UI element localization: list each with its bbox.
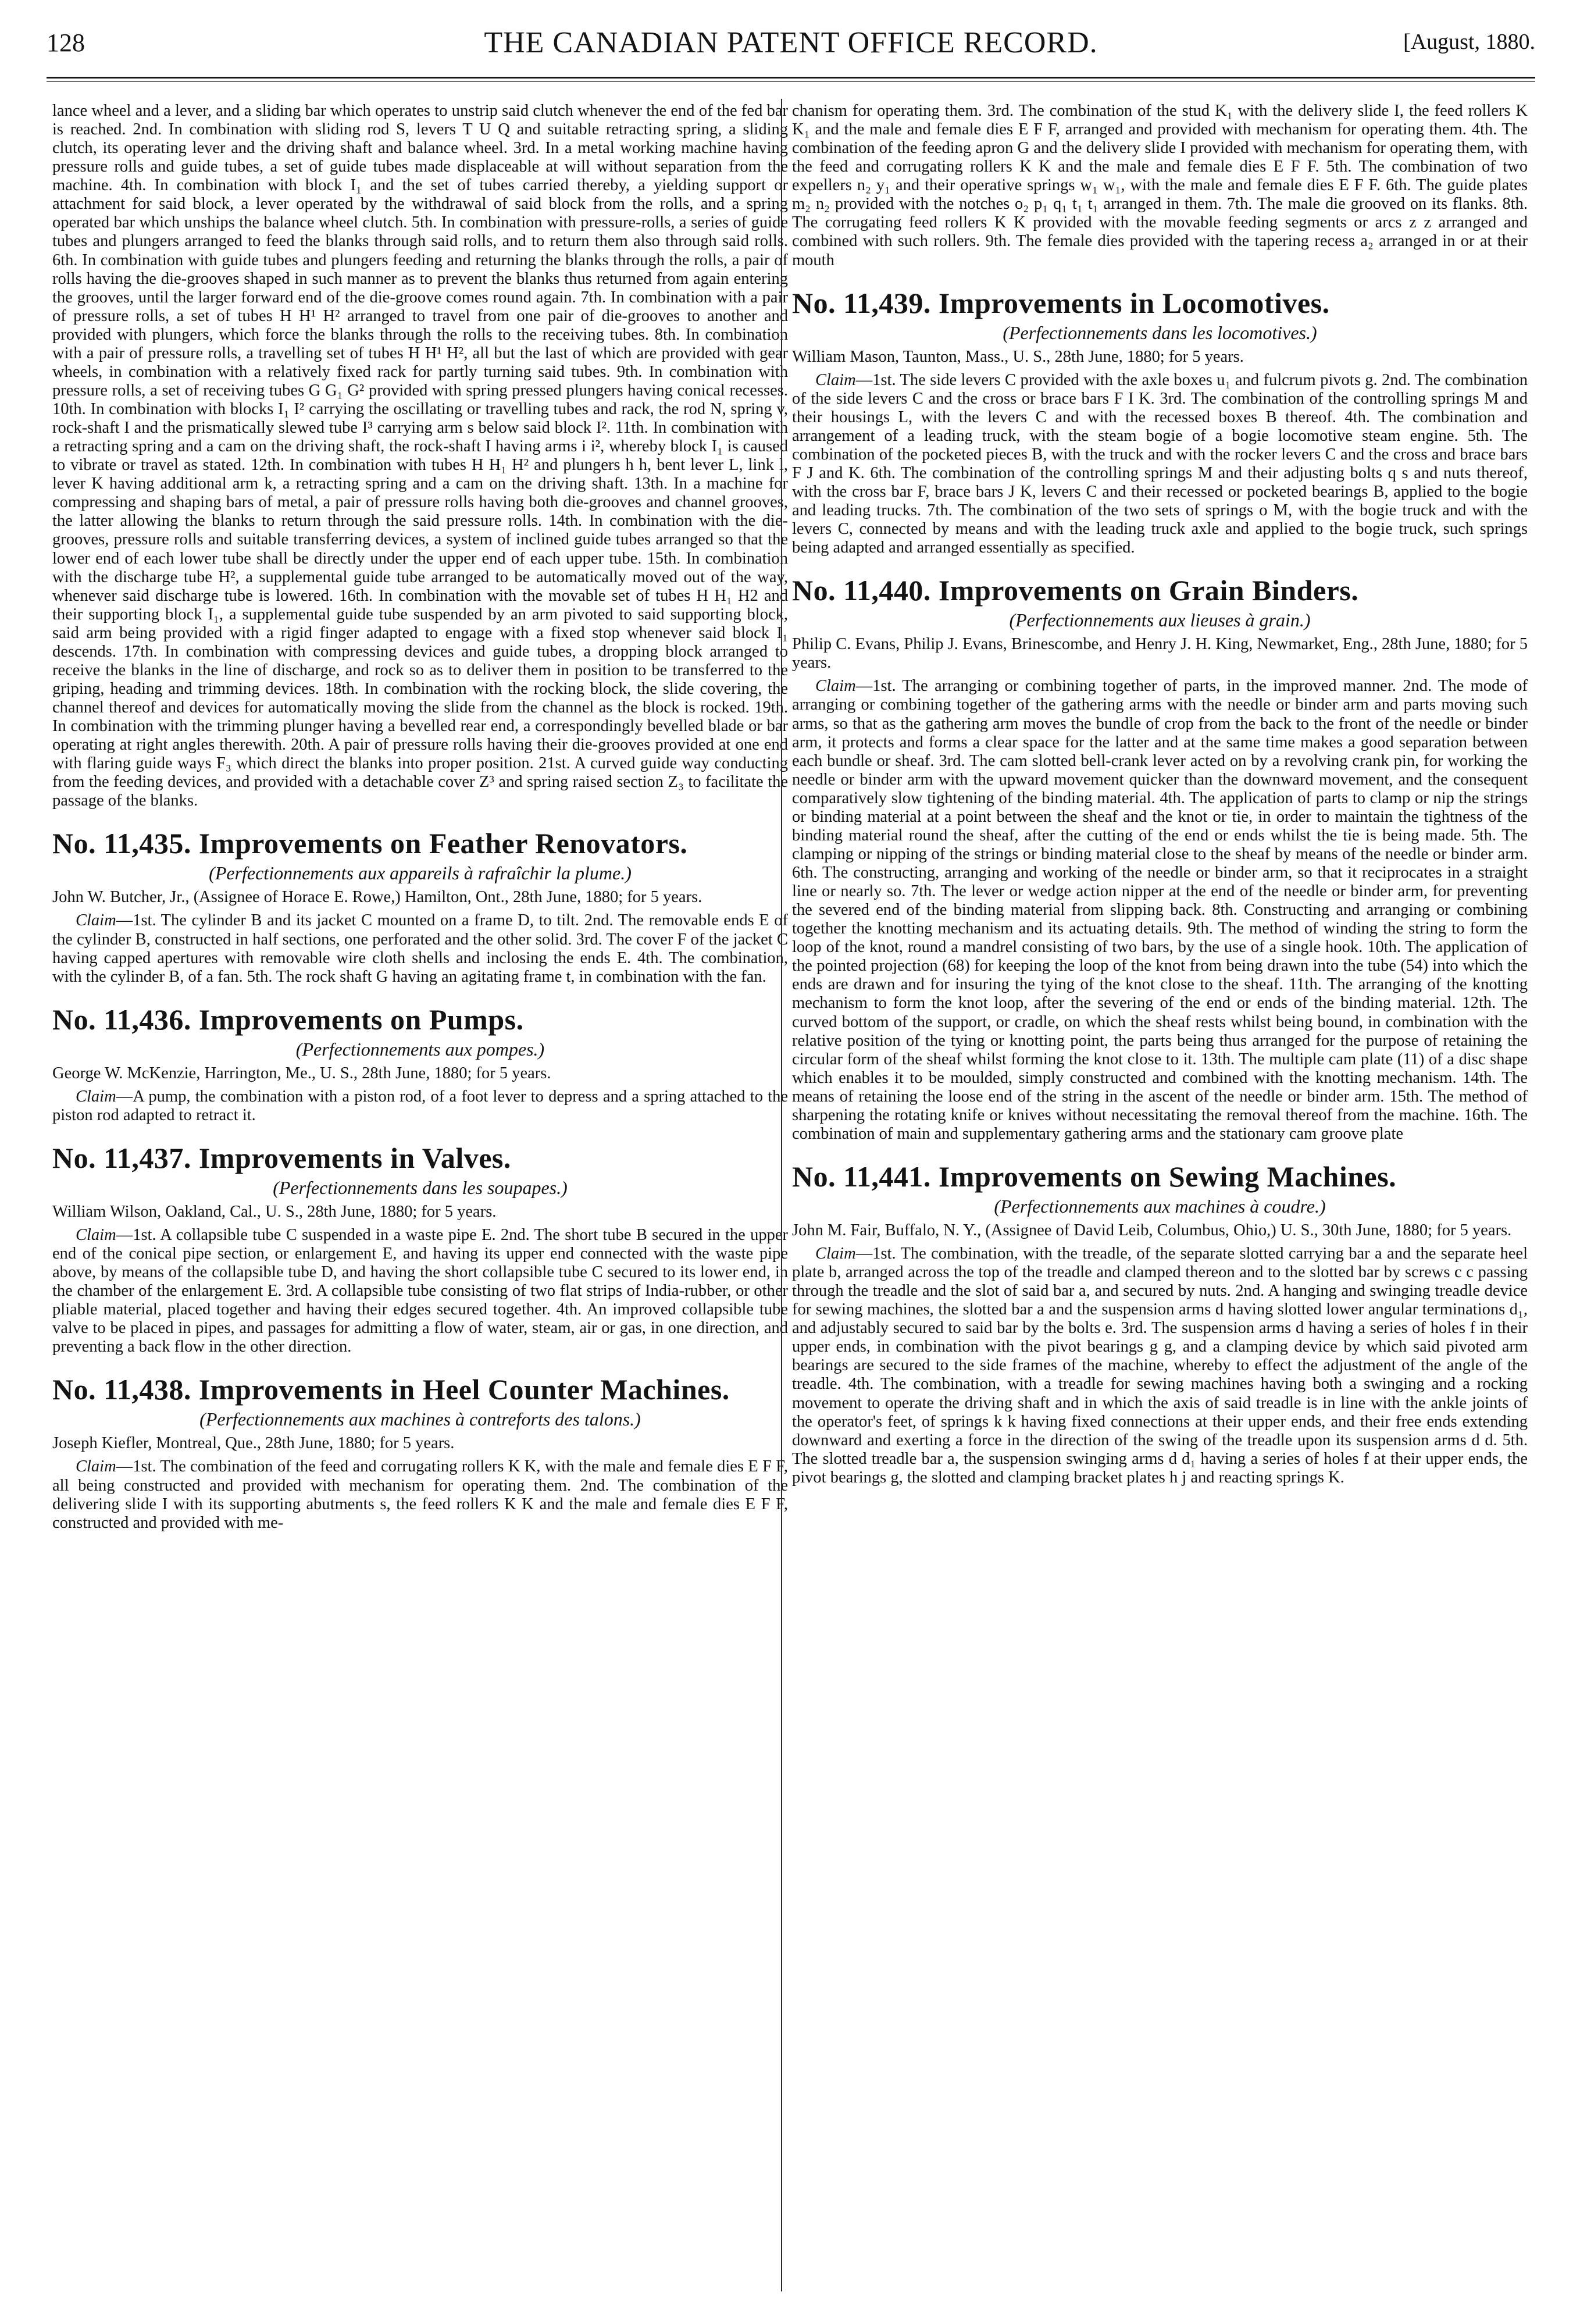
claims-label: Claim bbox=[76, 1225, 116, 1244]
continued-claims-text: lance wheel and a lever, and a sliding bar which operates to unstrip said clutch whenever the end of the fed bar is reached. 2nd. In combination with sliding rod S, levers T U Q and suitable retracting spring, a sliding clutch, its operating lever and the driving shaft and balance wheel. 3rd. In a metal working machine having pressure rolls and guide tubes, a set of guide tubes made displaceable at will without separation from the machine. 4th. In combination with block I₁ and the set of tubes carried thereby, a yielding support or attachment for said block, a lever operated by the withdrawal of said block from the rolls, and a spring operated bar which unships the balance wheel clutch. 5th. In combination with pressure-rolls, a series of guide tubes and plungers arranged to feed the blanks through said rolls, and to return them also through said rolls. 6th. In combination with guide tubes and plungers feeding and returning the blanks through the rolls, a pair of rolls having the die-grooves shaped in such manner as to prevent the blanks thus returned from again entering the grooves, until the larger forward end of the die-groove comes round again. 7th. In combination with a pair of pressure rolls, a set of tubes H H¹ H² arranged to travel from one pair of die-grooves to another and provided with plungers, which force the blanks through the rolls to the receiving tubes. 8th. In combination with a pair of pressure rolls, a travelling set of tubes H H¹ H², all but the last of which are provided with gear wheels, in combination with a relatively fixed rack for partly turning said tubes. 9th. In combination with pressure rolls, a set of receiving tubes G G₁ G² provided with spring pressed plungers having conical recesses. 10th. In combination with blocks I₁ I² carrying the oscillating or travelling tubes and rack, the rod N, spring v, rock-shaft I and the prismatically slewed tube I³ carrying arm s below said block I². 11th. In combination with a retracting spring and a cam on the driving shaft, the rock-shaft I having arms i i², whereby block I₁ is caused to vibrate or travel as stated. 12th. In combination with tubes H H₁ H² and plungers h h, bent lever L, link l, lever K having additional arm k, a retracting spring and a cam on the driving shaft. 13th. In a machine for compressing and shaping bars of metal, a pair of pressure rolls having both die-grooves and channel grooves, the latter allowing the blanks to return through the said pressure rolls. 14th. In combination with the die-grooves, pressure rolls and suitable transferring devices, a system of inclined guide tubes arranged so that the lower end of each lower tube shall be directly under the upper end of each upper tube. 15th. In combination with the discharge tube H², a supplemental guide tube arranged to be automatically moved out of the way, whenever said discharge tube is lowered. 16th. In combination with the movable set of tubes H H₁ H2 and their supporting block I₁, a supplemental guide tube suspended by an arm pivoted to said supporting block, said arm being provided with a rigid finger adapted to engage with a fixed stop whenever said block I₁ descends. 17th. In combination with compressing devices and guide tubes, a dropping block arranged to receive the blanks in the line of discharge, and rock so as to deliver them in position to be transferred to the griping, heading and trimming devices. 18th. In combination with the rocking block, the slide covering, the channel thereof and devices for automatically moving the slide from the channel as the block is rocked. 19th. In combination with the trimming plunger having a bevelled rear end, a correspondingly bevelled blade or bar operating at right angles therewith. 20th. A pair of pressure rolls having their die-grooves provided at one end with flaring guide ways F₃ which direct the blanks into proper position. 21st. A curved guide way conducting from the feeding devices, and provided with a detachable cover Z³ and spring raised section Z₃ to facilitate the passage of the blanks. bbox=[52, 102, 788, 810]
patent-french-title: (Perfectionnements aux machines à contreforts des talons.) bbox=[199, 1409, 641, 1430]
continued-claims-text: chanism for operating them. 3rd. The combination of the stud K₁ with the delivery slide I, the feed rollers K K₁ and the male and female dies E F F, arranged and provided with mechanism for operating them. 4th. The combination of the feeding apron G and the delivery slide I provided with mechanism for operating them, with the feed and corrugating rollers K K and the male and female dies E F F. 5th. The combination of two expellers n₂ y₁ and their operative springs w₁ w₁, with the male and female dies E F F. 6th. The guide plates m₂ n₂ provided with the notches o₂ p₁ q₁ t₁ t₁ arranged in them. 7th. The male die grooved on its flanks. 8th. The corrugating feed rollers K K provided with the movable feeding segments or arcs z z arranged and combined with such rollers. 9th. The female dies provided with the tapering recess a₂ arranged in or at their mouth bbox=[792, 102, 1528, 269]
patent-claims bbox=[792, 1245, 1528, 1487]
patent-french-title: (Perfectionnements dans les locomotives.) bbox=[1003, 322, 1317, 343]
patent-claims bbox=[792, 371, 1528, 558]
claims-label: Claim bbox=[76, 1457, 116, 1476]
patent-heading: No. 11,435. Improvements on Feather Renovators. bbox=[52, 827, 688, 860]
claims-text: —A pump, the combination with a piston rod, of a foot lever to depress and a spring attached to the piston rod adapted to retract it. bbox=[52, 1087, 788, 1124]
left-column bbox=[52, 102, 788, 2289]
patent-applicant: William Wilson, Oakland, Cal., U. S., 28th June, 1880; for 5 years. bbox=[52, 1202, 497, 1221]
claims-text: —1st. The combination of the feed and corrugating rollers K K, with the male and female dies E F F, all being constructed and provided with mechanism for operating them. 2nd. The combination of the delivering slide I with its supporting abutments s, the feed rollers K K and the male and female dies E F F, constructed and provided with me- bbox=[52, 1457, 788, 1532]
patent-claims bbox=[52, 1457, 788, 1532]
patent-claims bbox=[52, 911, 788, 986]
claims-label: Claim bbox=[815, 677, 856, 696]
column-divider bbox=[781, 99, 782, 2291]
patent-entry-11435 bbox=[52, 828, 788, 986]
patent-french-title: (Perfectionnements aux lieuses à grain.) bbox=[1009, 609, 1311, 631]
patent-french-title: (Perfectionnements dans les soupapes.) bbox=[273, 1177, 568, 1198]
patent-applicant: John M. Fair, Buffalo, N. Y., (Assignee of David Leib, Columbus, Ohio,) U. S., 30th June, 1880; for 5 years. bbox=[792, 1221, 1512, 1239]
header-rule-thin bbox=[47, 81, 1535, 82]
claims-label: Claim bbox=[815, 370, 856, 389]
patent-french-title: (Perfectionnements aux machines à coudre.) bbox=[994, 1195, 1326, 1217]
patent-heading: No. 11,439. Improvements in Locomotives. bbox=[792, 286, 1330, 319]
patent-applicant: Joseph Kiefler, Montreal, Que., 28th June, 1880; for 5 years. bbox=[52, 1434, 455, 1453]
claims-label: Claim bbox=[76, 1087, 116, 1106]
patent-heading: No. 11,440. Improvements on Grain Binders. bbox=[792, 574, 1359, 607]
patent-applicant: John W. Butcher, Jr., (Assignee of Horace E. Rowe,) Hamilton, Ont., 28th June, 1880; for 5 years. bbox=[52, 888, 702, 907]
patent-entry-11437 bbox=[52, 1142, 788, 1357]
page-header bbox=[47, 23, 1535, 70]
claims-text: —1st. The arranging or combining together of parts, in the improved manner. 2nd. The mode of arranging or combining together of the gathering arms with the needle or binder arm and parts moving such arms, so that as the gathering arm moves the bundle of crop from the back to the front of the needle or binder arm, it protects and forms a clear space for the latter and at the same time makes a good separation between each bundle or sheaf. 3rd. The cam slotted bell-crank lever acted on by a revolving crank pin, for working the needle or binder arm with the upward movement quicker than the downward movement, and the consequent comparatively slow tightening of the binding material. 4th. The application of parts to clamp or nip the strings or binding material at a point between the sheaf and the knot or tie, in order to maintain the tightness of the binding material round the sheaf, after the cutting of the end or ends whilst the tie is being made. 5th. The clamping or nipping of the strings or binding material close to the sheaf by means of the needle or binder arm. 6th. The constructing, arranging and working of the needle or binder arm, so that it reciprocates in a straight line or nearly so. 7th. The lever or wedge action nipper at the end of the needle or binder arm, for preventing the severed end of the binding material from slipping back. 8th. Constructing and arranging or combining together the knotting mechanism and its actuating details. 9th. The method of winding the string to form the loop of the knot, round a mandrel consisting of two bars, by the use of a single hook. 10th. The application of the pointed projection (68) for keeping the loop of the knot from being drawn into the tube (54) into which the ends are drawn and for insuring the tying of the knot close to the sheaf. 11th. The arranging of the knotting mechanism to form the knot loop, after the severing of the end or ends of the binding material. 12th. The curved bottom of the support, or cradle, on which the sheaf rests whilst being bound, in combination with the relative position of the tying or knotting point, the parts being thus arranged for the purpose of retaining the circular form of the sheaf whilst forming the knot close to it. 13th. The multiple cam plate (11) of a disc shape which enables it to be moulded, simply constructed and combined with the knotting mechanism. 14th. The means of retaining the loose end of the string in the ascent of the needle or binder arm. 15th. The method of sharpening the rotating knife or knives without necessitating the removal thereof from the machine. 16th. The combination of main and supplementary gathering arms and the stationary cam groove plate bbox=[792, 677, 1528, 1143]
patent-claims bbox=[52, 1226, 788, 1356]
patent-applicant: George W. McKenzie, Harrington, Me., U. S., 28th June, 1880; for 5 years. bbox=[52, 1064, 551, 1082]
claims-text: —1st. The side levers C provided with the axle boxes u₁ and fulcrum pivots g. 2nd. The combination of the side levers C and the cross or brace bars F I K. 3rd. The combination of the controlling springs M and their housings L, with the levers C and with the recessed boxes B thereof. 4th. The combination and arrangement of a leading truck, with the steam bogie of a bogie locomotive steam engine. 5th. The combination of the pocketed pieces B, with the truck and with the rocker levers C and the cross and brace bars F J and K. 6th. The combination of the controlling springs M and their adjusting bolts q s and nuts thereof, with the cross bar F, brace bars J K, levers C and their recessed or pocketed bearings B, applied to the bogie and leading trucks. 7th. The combination of the two sets of springs o M, with the bogie truck and with the levers C, connected by means and with the leading truck axle and applied to the bogie truck, such springs being adapted and arranged essentially as specified. bbox=[792, 370, 1528, 557]
issue-date: [August, 1880. bbox=[1403, 30, 1535, 54]
patent-applicant: William Mason, Taunton, Mass., U. S., 28th June, 1880; for 5 years. bbox=[792, 347, 1244, 366]
patent-heading: No. 11,437. Improvements in Valves. bbox=[52, 1141, 511, 1174]
patent-entry-11439 bbox=[792, 287, 1528, 558]
claims-label: Claim bbox=[76, 911, 116, 930]
patent-entry-11441 bbox=[792, 1161, 1528, 1487]
claims-text: —1st. A collapsible tube C suspended in a waste pipe E. 2nd. The short tube B secured in the upper end of the conical pipe section, or enlargement E, and having its upper end connected with the waste pipe above, by means of the collapsible tube D, and having the short collapsible tube C secured to its lower end, in the chamber of the enlargement E. 3rd. A collapsible tube consisting of two flat strips of India-rubber, or other pliable material, placed together and having their edges secured together. 4th. An improved collapsible tube valve to be placed in pipes, and passages for admitting a flow of water, steam, air or gas, in one direction, and preventing a back flow in the other direction. bbox=[52, 1225, 788, 1356]
journal-title: THE CANADIAN PATENT OFFICE RECORD. bbox=[484, 26, 1098, 59]
patent-claims bbox=[52, 1088, 788, 1125]
claims-text: —1st. The combination, with the treadle, of the separate slotted carrying bar a and the separate heel plate b, arranged across the top of the treadle and clamped thereon and to the slotted bar by screws c c passing through the treadle and the slot of said bar a, and secured by nuts. 2nd. A hanging and swinging treadle device for sewing machines, the slotted bar a and the suspension arms d having slotted lower angular terminations d₁, and adjustably secured to said bar by the bolts e. 3rd. The suspension arms d having a series of holes f in their upper ends, in combination with the pivot bearings g g, and a clamping device by which said pivoted arm bearings are secured to the side frames of the machine, whereby to effect the adjustment of the angle of the treadle. 4th. The combination, with a treadle for sewing machines having both a swinging and a rocking movement to operate the driving shaft and in which the axis of said treadle is in line with the ankle joints of the operator's feet, of springs k k having fixed connections at their upper ends, and their free ends extending downward and exerting a force in the direction of the swing of the treadle upon its suspension arms d d. 5th. The slotted treadle bar a, the suspension swinging arms d d₁ having a series of holes f at their upper ends, the pivot bearings g, the slotted and clamping bracket plates h j and reacting springs K. bbox=[792, 1245, 1528, 1487]
page-number: 128 bbox=[47, 28, 85, 57]
patent-entry-11436 bbox=[52, 1004, 788, 1125]
patent-french-title: (Perfectionnements aux pompes.) bbox=[295, 1038, 545, 1060]
patent-french-title: (Perfectionnements aux appareils à rafraîchir la plume.) bbox=[209, 862, 632, 884]
right-column bbox=[792, 102, 1528, 2289]
patent-heading: No. 11,438. Improvements in Heel Counter Machines. bbox=[52, 1373, 730, 1406]
patent-heading: No. 11,441. Improvements on Sewing Machines. bbox=[792, 1160, 1397, 1193]
claims-text: —1st. The cylinder B and its jacket C mounted on a frame D, to tilt. 2nd. The removable ends E of the cylinder B, constructed in half sections, one perforated and the other solid. 3rd. The cover F of the jacket C having capped apertures with removable wire cloth shells and inclosing the ends E. 4th. The combination, with the cylinder B, of a fan. 5th. The rock shaft G having an agitating frame t, in combination with the fan. bbox=[52, 911, 788, 986]
header-rule bbox=[47, 77, 1535, 79]
patent-entry-11438 bbox=[52, 1374, 788, 1532]
patent-entry-11440 bbox=[792, 575, 1528, 1143]
claims-label: Claim bbox=[815, 1245, 856, 1263]
patent-claims bbox=[792, 677, 1528, 1143]
patent-heading: No. 11,436. Improvements on Pumps. bbox=[52, 1003, 524, 1036]
patent-applicant: Philip C. Evans, Philip J. Evans, Brinescombe, and Henry J. H. King, Newmarket, Eng., 28th June, 1880; for 5 years. bbox=[792, 635, 1528, 672]
